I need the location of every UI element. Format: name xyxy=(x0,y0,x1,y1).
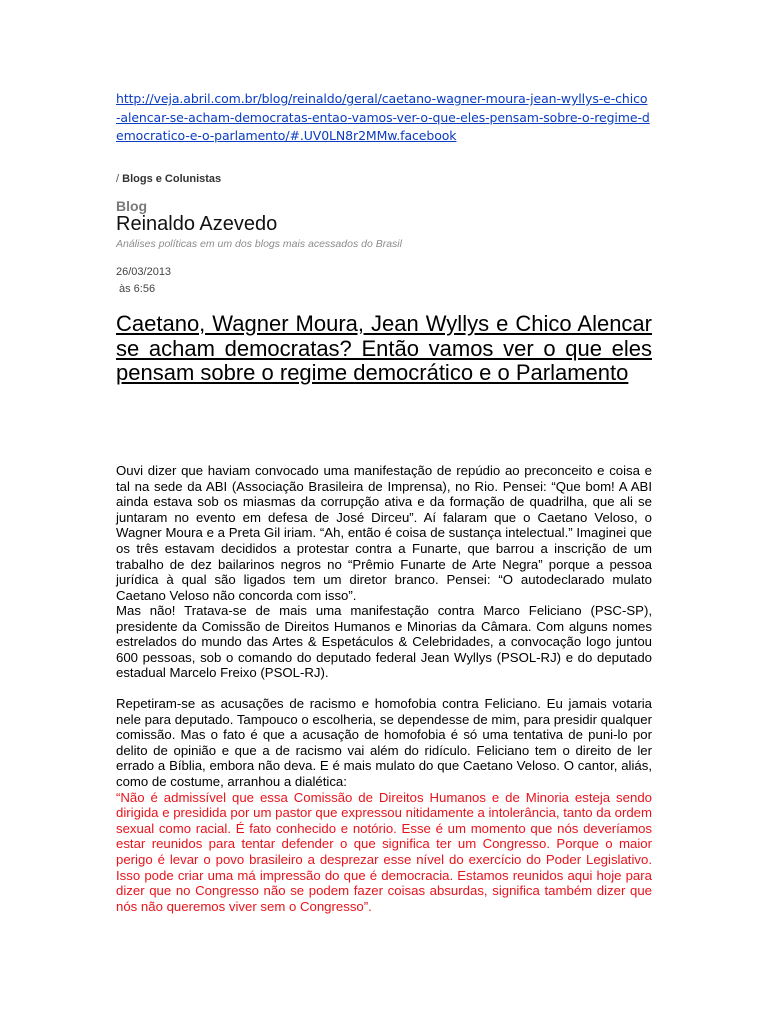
post-time: às 6:56 xyxy=(119,283,156,295)
post-date: 26/03/2013 xyxy=(116,266,172,278)
blog-label: Blog xyxy=(116,198,148,214)
source-link[interactable]: http://veja.abril.com.br/blog/reinaldo/geral/caetano-wagner-moura-jean-wyllys-e-chico-alencar-se-acham-democratas-entao-vamos-ver-o-que-eles-pensam-sobre-o-regime-democratico-e-o-parlamento/#.UV0LN8r2MMw.facebook xyxy=(116,91,650,143)
post-title[interactable]: Caetano, Wagner Moura, Jean Wyllys e Chico Alencar se acham democratas? Então vamos ver o que eles pensam sobre o regime democrático e o Parlamento xyxy=(116,311,652,385)
paragraph-3-with-quote xyxy=(116,696,652,914)
caetano-quote: “Não é admissível que essa Comissão de Direitos Humanos e de Minoria esteja sendo dirigida e presidida por um pastor que expressou nitidamente a intolerância, tanto da ordem sexual como racial. É fato conhecido e notório. Esse é um momento que nós deveríamos estar reunidos para tentar defender o que significa ter um Congresso. Porque o maior perigo é levar o povo brasileiro a desprezar esse nível do exercício do Poder Legislativo. Isso pode criar uma má impressão do que é democracia. Estamos reunidos aqui hoje para dizer que no Congresso não se podem fazer coisas absurdas, significa também dizer que nós não queremos viver sem o Congresso”. xyxy=(116,789,652,914)
paragraph-2: Mas não! Tratava-se de mais uma manifestação contra Marco Feliciano (PSC-SP), presidente da Comissão de Direitos Humanos e Minorias da Câmara. Com alguns nomes estrelados do mundo das Artes & Espetáculos & Celebridades, a convocação logo juntou 600 pessoas, sob o comando do deputado federal Jean Wyllys (PSOL-RJ) e do deputado estadual Marcelo Freixo (PSOL-RJ). xyxy=(116,603,652,681)
breadcrumb-separator: / xyxy=(116,173,120,185)
blog-name[interactable]: Reinaldo Azevedo xyxy=(116,213,278,235)
blog-tagline: Análises políticas em um dos blogs mais acessados do Brasil xyxy=(116,238,402,250)
paragraph-3: Repetiram-se as acusações de racismo e homofobia contra Feliciano. Eu jamais votaria nele para deputado. Tampouco o escolheria, se dependesse de mim, para presidir qualquer comissão. Mas o fato é que a acusação de homofobia é só uma tentativa de puni-lo por delito de opinião e que a de racismo vai além do ridículo. Feliciano tem o direito de ler errado a Bíblia, embora não deva. E é mais mulato do que Caetano Veloso. O cantor, aliás, como de costume, arranhou a dialética: xyxy=(116,696,652,789)
breadcrumb xyxy=(116,173,221,185)
paragraph-1: Ouvi dizer que haviam convocado uma manifestação de repúdio ao preconceito e coisa e tal na sede da ABI (Associação Brasileira de Imprensa), no Rio. Pensei: “Que bom! A ABI ainda estava sob os miasmas da corrupção ativa e da formação de quadrilha, que ali se juntaram no evento em defesa de José Dirceu”. Aí falaram que o Caetano Veloso, o Wagner Moura e a Preta Gil iriam. “Ah, então é coisa de sustança intelectual.” Imaginei que os três estavam decididos a protestar contra a Funarte, que barrou a inscrição de um trabalho de dez bailarinos negros no “Prêmio Funarte de Arte Negra” porque a pessoa jurídica à qual são ligados tem um diretor branco. Pensei: “O autodeclarado mulato Caetano Veloso não concorda com isso”. xyxy=(116,463,652,603)
breadcrumb-item-blogs[interactable]: Blogs e Colunistas xyxy=(122,173,222,185)
